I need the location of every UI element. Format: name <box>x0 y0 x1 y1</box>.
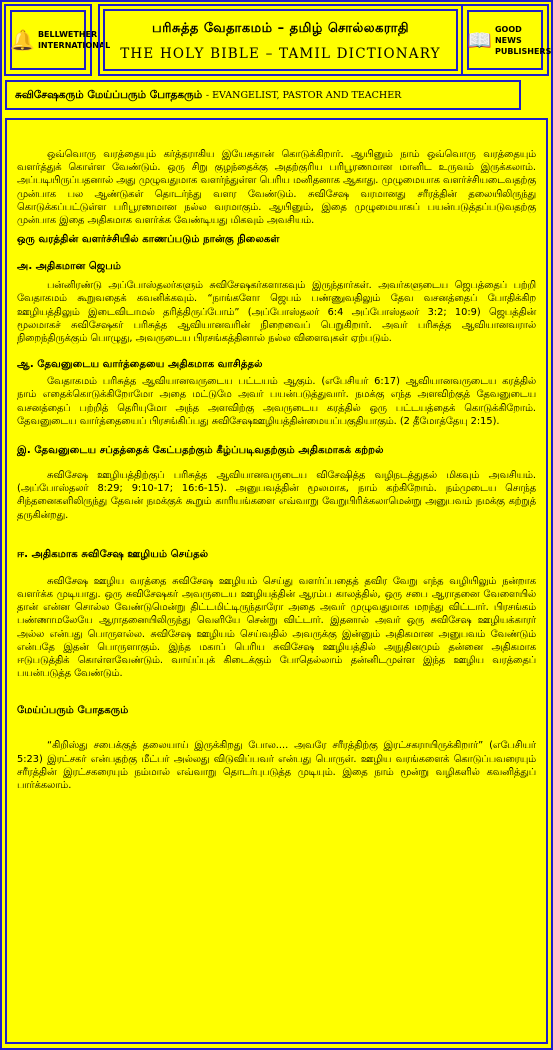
paragraph-listening: சுவிசேஷ ஊழியத்திற்குப் பரிசுத்த ஆவியானவருடைய விசேஷித்த வழிநடத்துதல் மிகவும் அவசியம். (அப்போஸ்தலர் 8:29; 9:10-17; 16:6-15). அனுபவத்தின் மூலமாக, நாம் கற்கிறோம். நம்முடைய சொந்த சிந்தனைகளிலிருந்து தேவன் நமக்குக் கூறும் காரியங்களை எவ்வாறு வேறுபிரிக்கலாமென்று அனுபவம் நமக்கு கற்றுத் தருகின்றது. <box>17 470 536 521</box>
title-box <box>98 4 463 76</box>
stages-heading: ஒரு வரத்தின் வளர்ச்சியில் காணப்படும் நான்கு நிலைகள் <box>17 234 280 246</box>
paragraph-pastor-teacher: “கிறிஸ்து சபைக்குத் தலையாய் இருக்கிறது போல.... அவரே சரீரத்திற்கு இரட்சகராயிருக்கிறார்” (எபேசியர் 5:23) இரட்சகர் என்பதற்கு மீட்பர் அல்லது விடுவிப்பவர் என்பது பொருள். ஊழிய வரங்களைக் கொடுப்பவரையும் சரீரத்தின் இரட்சகரையும் நம்மால் எவ்வாறு தொடர்புபடுத்த முடியும். இதை நாம் மூன்று வழிகளில் கவனித்துப் பார்க்கலாம். <box>17 740 536 792</box>
title-english: THE HOLY BIBLE – TAMIL DICTIONARY <box>120 46 441 62</box>
bell-icon: 🔔 <box>10 28 35 52</box>
intro-paragraph: ஒவ்வொரு வரத்தையும் கர்த்தராகிய இயேசுதான் கொடுக்கிறார். ஆயினும் நாம் ஒவ்வொரு வரத்தையும் வளர்த்துக் கொள்ள வேண்டும். ஒரு சிறு குழந்தைக்கு அதற்குரிய பரிபூரணமான மானிட உருவம் இருக்கலாம். அப்படியிருப்பதனால் அது முழுவதுமாக வளர்ந்துள்ள பெரிய மனிதனாக ஆகாது. முழுமையாக வளர்ச்சியடைவதற்கு முன்பாக பல ஆண்டுகள் தொடர்ந்து வளர வேண்டும். சுவிசேஷ வரமானது சரீரத்தின் தலையிலிருந்து கொடுக்கப்பட்டுள்ள பரிபூரணமான நல்ல வரமாகும். ஆயினும், இதை முழுமையாகப் பயன்படுத்தப்படுவதற்கு முன்பாக இதை அதிகமாக வளர்க்க வேண்டியது மிகவும் அவசியம். <box>17 149 536 227</box>
heading-pastor-teacher: மேய்ப்பரும் போதகரும் <box>17 705 129 717</box>
bellwether-logo <box>4 4 111 76</box>
header <box>2 2 551 78</box>
section-heading <box>5 80 521 110</box>
section-title-tamil: சுவிசேஷகரும் மேய்ப்பரும் போதகரும் <box>15 89 203 101</box>
heading-listening: இ. தேவனுடைய சப்தத்தைக் கேட்பதற்கும் கீழ்ப்படிவதற்கும் அதிகமாகக் கற்றல் <box>17 445 384 457</box>
heading-prayer: அ. அதிகமான ஜெபம் <box>17 261 122 273</box>
logo-left-text: BELLWETHER INTERNATIONAL <box>37 30 111 50</box>
content-box <box>5 118 548 1044</box>
paragraph-reading: வேதாகமம் பரிசுத்த ஆவியானவருடைய பட்டயம் ஆகும். (எபேசியர் 6:17) ஆவியானவருடைய கரத்தில் நாம் எதைக்கொடுக்கிறோமோ அதை மட்டுமே அவர் பயன்படுத்துவார். நமக்கு எந்த அளவிற்குத் தேவனுடைய வசனத்தைப் பற்றித் தெரியுமோ அந்த அளவிற்கு அவருடைய கரத்தில் ஒரு பட்டயத்தைக் கொடுக்கிறோம். தேவனுடைய வார்த்தையைப் பிரசங்கிப்பது சுவிசேஷஊழியத்தின்மையப்பகுதியாகும். (2 தீமோத்தேயு 2:15). <box>17 376 536 427</box>
paragraph-evangelism: சுவிசேஷ ஊழிய வரத்தை சுவிசேஷ ஊழியம் செய்து வளர்ப்பதைத் தவிர வேறு எந்த வழியிலும் நன்றாக வளர்க்க முடியாது. ஒரு சுவிசேஷகர் அவருடைய ஊழியத்தின் ஆரம்ப காலத்தில், ஒரு சபை ஆராதனை வேளையில் தான் என்ன சொல்ல வேண்டுமென்று திட்டமிட்டிருந்தாரோ அதை அவர் முழுவதுமாக மறந்து விட்டார். பிரசங்கம் பண்ணாமலேயே ஆராதனையிலிருந்து வெளியே சென்று விட்டார். இதனால் அவர் ஒரு சுவிசேஷ ஊழியக்காரர் அல்ல என்பது பொருளல்ல. சுவிசேஷ ஊழியம் செய்வதில் அவருக்கு இன்னும் அதிகமான அனுபவம் வேண்டும் என்பதே இதன் பொருளாகும். இந்த மகாப் பெரிய சுவிசேஷ ஊழியத்தில் அநுதினமும் தன்னை அதிகமாக ஈடுபடுத்திக் கொள்ளவேண்டும். வாய்ப்புக் கிடைக்கும் போதெல்லாம் தன்னிடமுள்ள இந்த ஊழிய வரத்தைப் பயன்படுத்த வேண்டும். <box>17 575 536 680</box>
logo-right-text: GOOD NEWS PUBLISHERS <box>494 24 552 56</box>
book-icon: 📖 <box>467 28 492 52</box>
section-title-english: - EVANGELIST, PASTOR AND TEACHER <box>205 90 402 101</box>
heading-reading: ஆ. தேவனுடைய வார்த்தையை அதிகமாக வாசித்தல் <box>17 359 263 371</box>
good-news-logo <box>461 4 552 76</box>
heading-evangelism: ஈ. அதிகமாக சுவிசேஷ ஊழியம் செய்தல் <box>17 548 209 560</box>
title-tamil: பரிசுத்த வேதாகமம் – தமிழ் சொல்லகராதி <box>151 21 410 36</box>
paragraph-prayer: பன்னிரண்டு அப்போஸ்தலர்களும் சுவிசேஷகர்களாகவும் இருந்தார்கள். அவர்களுடைய ஜெபத்தைப் பற்றி வேதாகமம் கூறுவதைக் கவனிக்கவும். “நாங்களோ ஜெபம் பண்ணுவதிலும் தேவ வசனத்தைப் போதிக்கிற ஊழியத்திலும் இடைவிடாமல் தரித்திருப்போம்” (அப்போஸ்தலர் 6:4 அப்போஸ்தலர் 3:2; 10:9) ஜெபத்தின் மூலமாகச் சுவிசேஷகர் பரிசுத்த ஆவியானவரின் நிறைவைப் பெறுகிறார். அவர் பரிசுத்த ஆவியானவரால் நிறைந்திருக்கும் பொழுது, அவருடைய பிரசங்கத்தினால் நல்ல விளைவுகள் ஏற்படும். <box>17 280 536 345</box>
